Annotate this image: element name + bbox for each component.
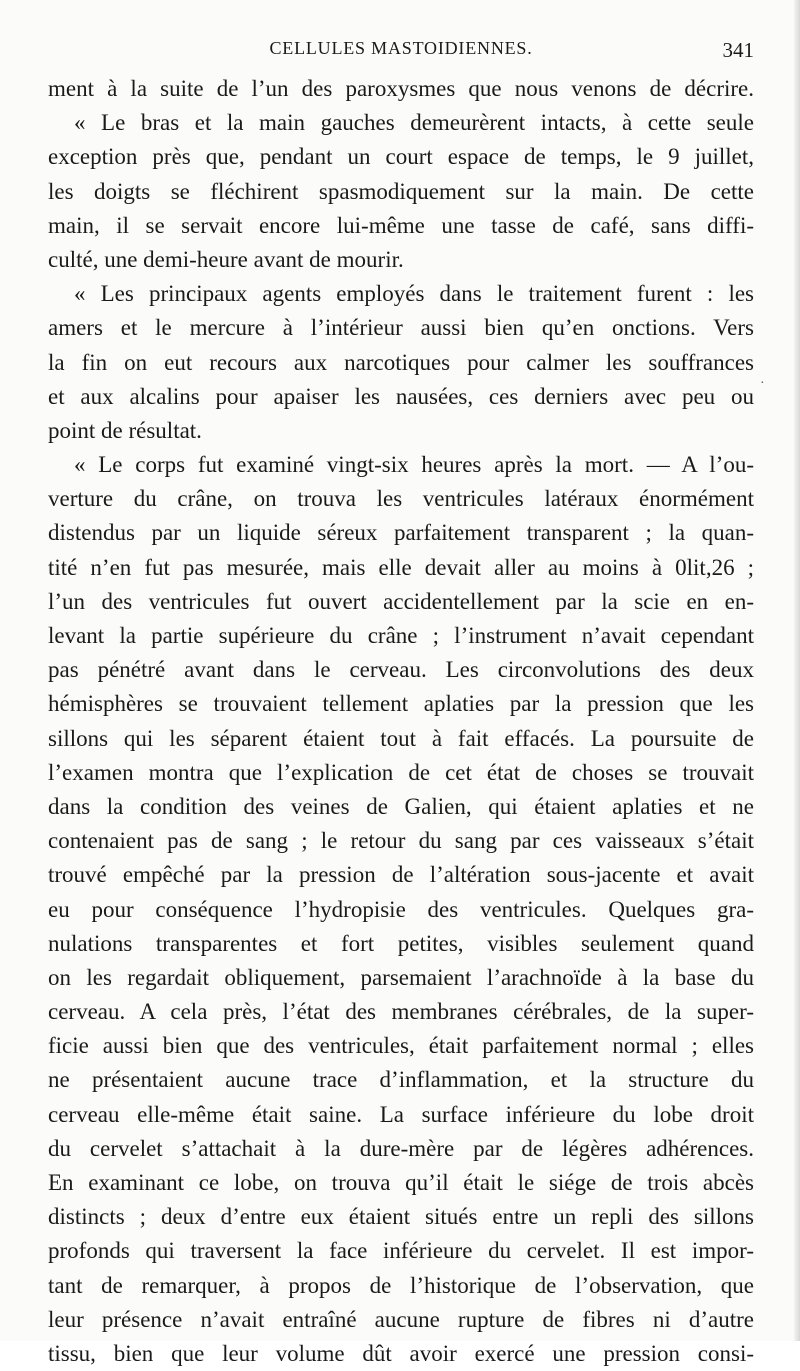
text-line: distincts ; deux d’entre eux étaient situés entre un repli des sillons (48, 1204, 754, 1230)
text-line: tissu, bien que leur volume dût avoir exercé une pression consi- (48, 1340, 754, 1366)
running-head (48, 38, 754, 68)
text-line: amers et le mercure à l’intérieur aussi bien qu’en onctions. Vers (48, 315, 754, 341)
page-edge-shadow (794, 0, 800, 1341)
text-line: l’examen montra que l’explication de cet état de choses se trouvait (48, 759, 754, 785)
text-line: « Le corps fut examiné vingt-six heures après la mort. — A l’ou- (74, 452, 754, 478)
text-line: leur présence n’avait entraîné aucune rupture de fibres ni d’autre (48, 1306, 754, 1332)
text-line: culté, une demi-heure avant de mourir. (48, 246, 404, 272)
text-line: tant de remarquer, à propos de l’historique de l’observation, que (48, 1272, 754, 1298)
text-line: les doigts se fléchirent spasmodiquement sur la main. De cette (48, 178, 754, 204)
text-line: ment à la suite de l’un des paroxysmes que nous venons de décrire. (48, 76, 754, 101)
text-line: et aux alcalins pour apaiser les nausées, ces derniers avec peu ou (48, 383, 754, 409)
text-line: trouvé empêché par la pression de l’altération sous-jacente et avait (48, 862, 754, 888)
text-line: sillons qui les séparent étaient tout à fait effacés. La poursuite de (48, 725, 754, 751)
text-line: profonds qui traversent la face inférieure du cervelet. Il est impor- (48, 1238, 754, 1264)
text-line: cerveau elle-même était saine. La surface inférieure du lobe droit (48, 1101, 754, 1127)
text-line: point de résultat. (48, 417, 202, 443)
text-line: « Le bras et la main gauches demeurèrent intacts, à cette seule (74, 110, 754, 136)
text-line: pas pénétré avant dans le cerveau. Les circonvolutions des deux (48, 657, 754, 683)
text-line: nulations transparentes et fort petites, visibles seulement quand (48, 930, 754, 956)
text-line: cerveau. A cela près, l’état des membranes cérébrales, de la super- (48, 999, 754, 1025)
text-line: main, il se servait encore lui-même une tasse de café, sans diffi- (48, 212, 754, 238)
text-line: contenaient pas de sang ; le retour du sang par ces vaisseaux s’était (48, 828, 754, 854)
text-line: du cervelet s’attachait à la dure-mère par de légères adhérences. (48, 1135, 754, 1161)
text-line: ne présentaient aucune trace d’inflammation, et la structure du (48, 1067, 754, 1093)
text-line: on les regardait obliquement, parsemaient l’arachnoïde à la base du (48, 964, 754, 990)
text-line: verture du crâne, on trouva les ventricules latéraux énormément (48, 486, 754, 512)
text-line: levant la partie supérieure du crâne ; l’instrument n’avait cependant (48, 623, 754, 648)
text-line: hémisphères se trouvaient tellement aplaties par la pression que les (48, 691, 754, 717)
page-number: 341 (722, 38, 754, 62)
margin-dot: · (760, 376, 765, 391)
text-line: « Les principaux agents employés dans le traitement furent : les (74, 281, 754, 307)
text-line: dans la condition des veines de Galien, qui étaient aplaties et ne (48, 793, 754, 819)
text-line: exception près que, pendant un court espace de temps, le 9 juillet, (48, 144, 754, 170)
body-text (48, 72, 754, 1371)
text-line: distendus par un liquide séreux parfaitement transparent ; la quan- (48, 520, 754, 546)
running-title: CELLULES MASTOIDIENNES. (269, 38, 533, 58)
text-line: ficie aussi bien que des ventricules, était parfaitement normal ; elles (48, 1033, 754, 1059)
text-line: l’un des ventricules fut ouvert accidentellement par la scie en en- (48, 588, 754, 614)
text-line: eu pour conséquence l’hydropisie des ventricules. Quelques gra- (48, 896, 754, 922)
text-line: la fin on eut recours aux narcotiques pour calmer les souffrances (48, 349, 754, 375)
text-line: En examinant ce lobe, on trouva qu’il était le siége de trois abcès (48, 1170, 754, 1195)
text-line: tité n’en fut pas mesurée, mais elle devait aller au moins à 0lit,26 ; (48, 554, 754, 580)
